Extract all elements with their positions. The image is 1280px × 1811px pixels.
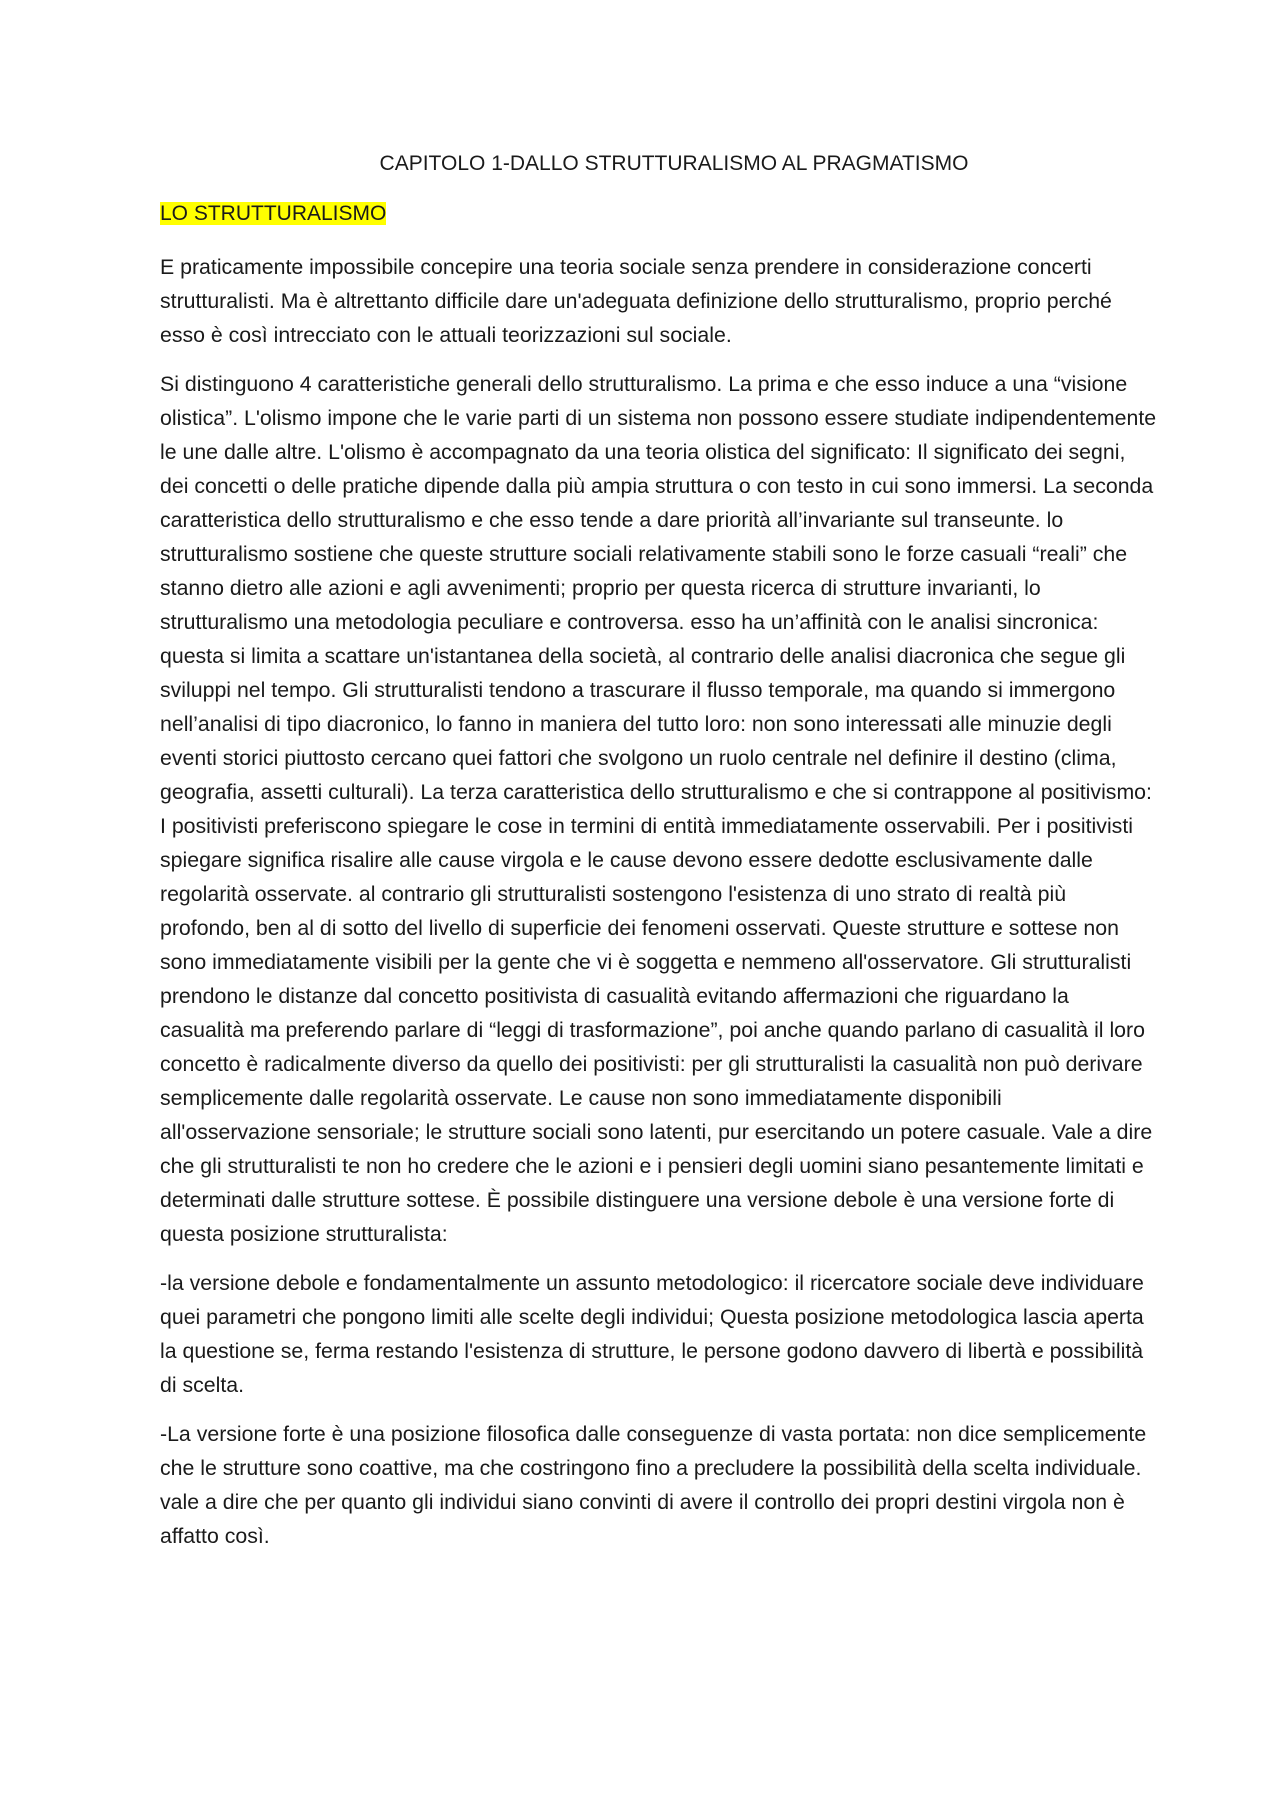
highlighted-heading-text: LO STRUTTURALISMO bbox=[160, 202, 387, 225]
paragraph-characteristics: Si distinguono 4 caratteristiche generali dello strutturalismo. La prima e che esso induce a una “visione olistica”. L'olismo impone che le varie parti di un sistema non possono essere studiate indipendentemente le une dalle altre. L'olismo è accompagnato da una teoria olistica del significato: Il significato dei segni, dei concetti o delle pratiche dipende dalla più ampia struttura o con testo in cui sono immersi. La seconda caratteristica dello strutturalismo e che esso tende a dare priorità all’invariante sul transeunte. lo strutturalismo sostiene che queste strutture sociali relativamente stabili sono le forze casuali “reali” che stanno dietro alle azioni e agli avvenimenti; proprio per questa ricerca di strutture invarianti, lo strutturalismo una metodologia peculiare e controversa. esso ha un’affinità con le analisi sincronica: questa si limita a scattare un'istantanea della società, al contrario delle analisi diacronica che segue gli sviluppi nel tempo. Gli strutturalisti tendono a trascurare il flusso temporale, ma quando si immergono nell’analisi di tipo diacronico, lo fanno in maniera del tutto loro: non sono interessati alle minuzie degli eventi storici piuttosto cercano quei fattori che svolgono un ruolo centrale nel definire il destino (clima, geografia, assetti culturali). La terza caratteristica dello strutturalismo e che si contrappone al positivismo: I positivisti preferiscono spiegare le cose in termini di entità immediatamente osservabili. Per i positivisti spiegare significa risalire alle cause virgola e le cause devono essere dedotte esclusivamente dalle regolarità osservate. al contrario gli strutturalisti sostengono l'esistenza di uno strato di realtà più profondo, ben al di sotto del livello di superficie dei fenomeni osservati. Queste strutture e sottese non sono immediatamente visibili per la gente che vi è soggetta e nemmeno all'osservatore. Gli strutturalisti prendono le distanze dal concetto positivista di casualità evitando affermazioni che riguardano la casualità ma preferendo parlare di “leggi di trasformazione”, poi anche quando parlano di casualità il loro concetto è radicalmente diverso da quello dei positivisti: per gli strutturalisti la casualità non può derivare semplicemente dalle regolarità osservate. Le cause non sono immediatamente disponibili all'osservazione sensoriale; le strutture sociali sono latenti, pur esercitando un potere casuale. Vale a dire che gli strutturalisti te non ho credere che le azioni e i pensieri degli uomini siano pesantemente limitati e determinati dalle strutture sottese. È possibile distinguere una versione debole è una versione forte di questa posizione strutturalista: bbox=[160, 372, 1157, 1246]
paragraph-intro: E praticamente impossibile concepire una teoria sociale senza prendere in considerazione concerti strutturalisti. Ma è altrettanto difficile dare un'adeguata definizione dello strutturalismo, proprio perché esso è così intrecciato con le attuali teorizzazioni sul sociale. bbox=[160, 255, 1112, 347]
section-heading bbox=[160, 200, 1158, 228]
document-title: CAPITOLO 1-DALLO STRUTTURALISMO AL PRAGMATISMO bbox=[379, 152, 969, 175]
paragraph-strong-version: -La versione forte è una posizione filosofica dalle conseguenze di vasta portata: non dice semplicemente che le strutture sono coattive, ma che costringono fino a precludere la possibilità della scelta individuale. vale a dire che per quanto gli individui siano convinti di avere il controllo dei propri destini virgola non è affatto così. bbox=[160, 1422, 1147, 1548]
paragraph-weak-version: -la versione debole e fondamentalmente un assunto metodologico: il ricercatore sociale deve individuare quei parametri che pongono limiti alle scelte degli individui; Questa posizione metodologica lascia aperta la questione se, ferma restando l'esistenza di strutture, le persone godono davvero di libertà e possibilità di scelta. bbox=[160, 1271, 1144, 1397]
document-page bbox=[160, 150, 1158, 1568]
